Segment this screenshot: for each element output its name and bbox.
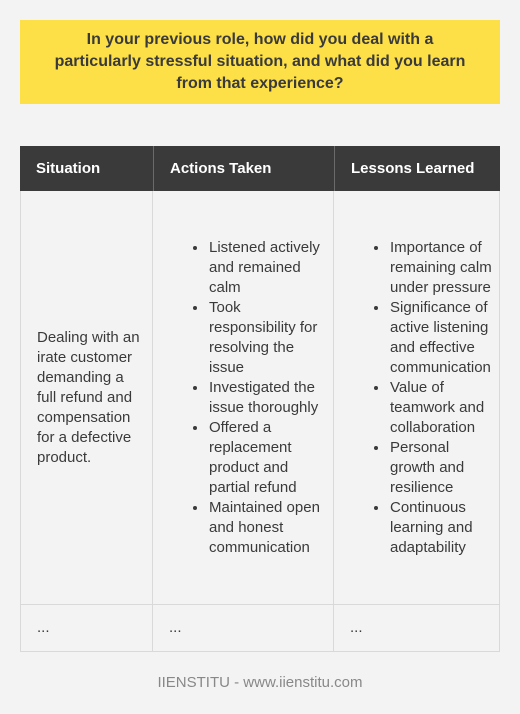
header-actions-taken: Actions Taken — [153, 146, 334, 191]
question-text: In your previous role, how did you deal with a particularly stressful situation, and what did you learn from that experience? — [54, 31, 466, 92]
situation-text: Dealing with an irate customer demanding a full refund and compensation for a defective product. — [37, 328, 140, 466]
actions-list — [153, 238, 327, 558]
qa-table — [20, 146, 500, 652]
ellipsis-cell-lessons: ... — [334, 605, 500, 652]
list-item: Offered a replacement product and partial refund — [209, 418, 327, 498]
footer-credit: IIENSTITU - www.iienstitu.com — [157, 674, 363, 691]
situation-cell — [20, 191, 153, 605]
lessons-list — [334, 238, 493, 558]
list-item: Significance of active listening and effective communication — [390, 298, 493, 378]
lessons-cell — [334, 191, 500, 605]
ellipsis-cell-situation: ... — [20, 605, 153, 652]
list-item: Personal growth and resilience — [390, 438, 493, 498]
ellipsis-cell-actions: ... — [153, 605, 334, 652]
question-banner — [20, 20, 500, 104]
header-lessons-learned: Lessons Learned — [334, 146, 500, 191]
actions-cell — [153, 191, 334, 605]
list-item: Maintained open and honest communication — [209, 498, 327, 558]
list-item: Value of teamwork and collaboration — [390, 378, 493, 438]
list-item: Listened actively and remained calm — [209, 238, 327, 298]
list-item: Investigated the issue thoroughly — [209, 378, 327, 418]
header-situation: Situation — [20, 146, 153, 191]
list-item: Importance of remaining calm under pressure — [390, 238, 492, 296]
list-item: Continuous learning and adaptability — [390, 498, 493, 558]
list-item: Took responsibility for resolving the issue — [209, 298, 327, 378]
